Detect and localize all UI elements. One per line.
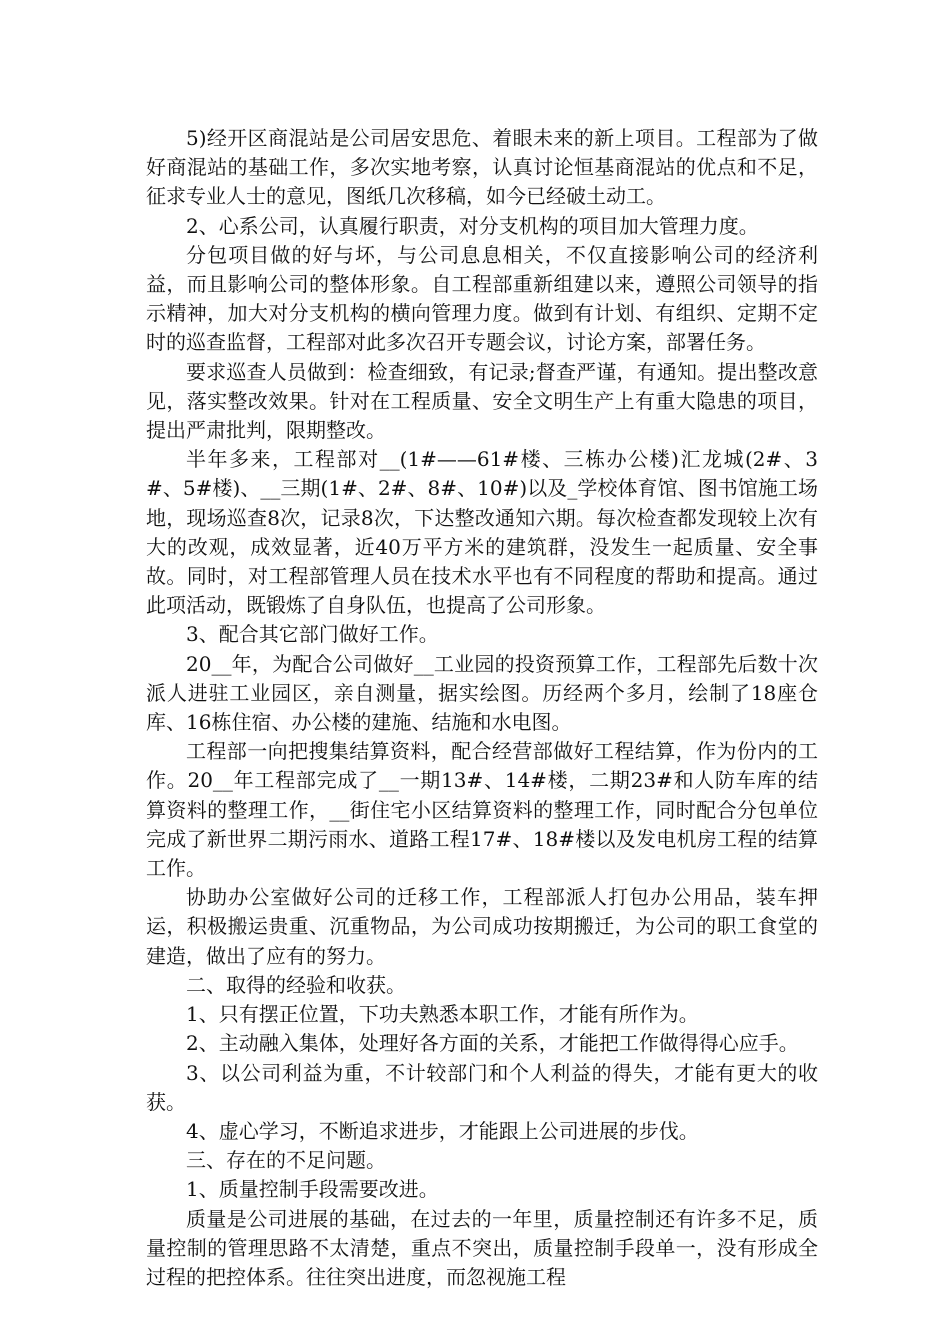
paragraph-13: 3、以公司利益为重，不计较部门和个人利益的得失，才能有更大的收获。 [146, 1060, 818, 1114]
paragraph-16: 1、质量控制手段需要改进。 [186, 1177, 439, 1202]
paragraph-2: 2、心系公司，认真履行职责，对分支机构的项目加大管理力度。 [186, 213, 759, 238]
paragraph-9: 协助办公室做好公司的迁移工作，工程部派人打包办公用品，装车押运，积极搬运贵重、沉重物品，为公司成功按期搬迁，为公司的职工食堂的建造，做出了应有的努力。 [146, 885, 818, 968]
paragraph-17: 质量是公司进展的基础，在过去的一年里，质量控制还有许多不足，质量控制的管理思路不太清楚，重点不突出，质量控制手段单一，没有形成全过程的把控体系。往往突出进度，而忽视施工程 [146, 1206, 818, 1289]
section-heading-3: 三、存在的不足问题。 [186, 1148, 386, 1173]
paragraph-12: 2、主动融入集体，处理好各方面的关系，才能把工作做得得心应手。 [186, 1031, 799, 1056]
paragraph-4: 要求巡查人员做到：检查细致，有记录;督查严谨，有通知。提出整改意见，落实整改效果。针对在工程质量、安全文明生产上有重大隐患的项目，提出严肃批判，限期整改。 [146, 359, 818, 443]
document-body [146, 124, 818, 1292]
paragraph-8: 工程部一向把搜集结算资料，配合经营部做好工程结算，作为份内的工作。20__年工程部完成了__一期13#、14#楼，二期23#和人防车库的结算资料的整理工作，__街住宅小区结算资料的整理工作，同时配合分包单位完成了新世界二期污雨水、道路工程17#、18#楼以及发电机房工程的结算工作。 [146, 739, 818, 881]
paragraph-11: 1、只有摆正位置，下功夫熟悉本职工作，才能有所作为。 [186, 1002, 699, 1027]
paragraph-1: 5)经开区商混站是公司居安思危、着眼未来的新上项目。工程部为了做好商混站的基础工作，多次实地考察，认真讨论恒基商混站的优点和不足，征求专业人士的意见，图纸几次移稿，如今已经破土动工。 [146, 126, 818, 209]
paragraph-5: 半年多来，工程部对__(1#——61#楼、三栋办公楼)汇龙城(2#、3#、5#楼)、__三期(1#、2#、8#、10#)以及_学校体育馆、图书馆施工场地，现场巡查8次，记录8次，下达整改通知六期。每次检查都发现较上次有大的改观，成效显著，近40万平方米的建筑群，没发生一起质量、安全事故。同时，对工程部管理人员在技术水平也有不同程度的帮助和提高。通过此项活动，既锻炼了自身队伍，也提高了公司形象。 [146, 447, 818, 618]
paragraph-6: 3、配合其它部门做好工作。 [186, 622, 439, 647]
paragraph-14: 4、虚心学习，不断追求进步，才能跟上公司进展的步伐。 [186, 1118, 699, 1143]
section-heading-2: 二、取得的经验和收获。 [186, 972, 406, 997]
paragraph-7: 20__年，为配合公司做好__工业园的投资预算工作，工程部先后数十次派人进驻工业园区，亲自测量，据实绘图。历经两个多月，绘制了18座仓库、16栋住宿、办公楼的建施、结施和水电图。 [146, 651, 818, 735]
paragraph-3: 分包项目做的好与坏，与公司息息相关，不仅直接影响公司的经济利益，而且影响公司的整体形象。自工程部重新组建以来，遵照公司领导的指示精神，加大对分支机构的横向管理力度。做到有计划、有组织、定期不定时的巡查监督，工程部对此多次召开专题会议，讨论方案，部署任务。 [146, 242, 818, 355]
